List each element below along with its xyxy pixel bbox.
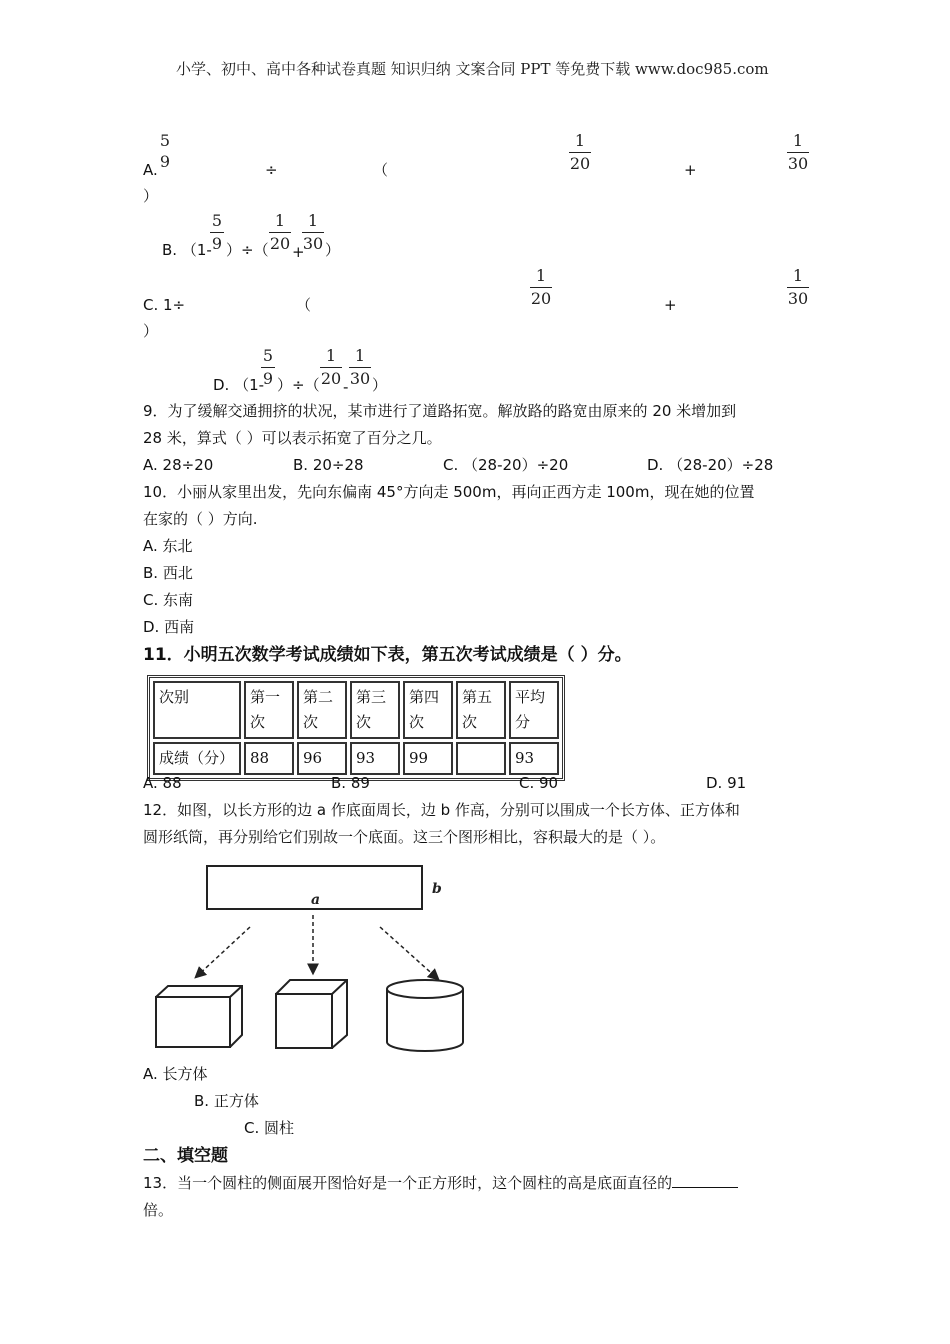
arrow-to-cuboid [196, 927, 250, 977]
q12-line1: 12．如图，以长方形的边 a 作底面周长，边 b 作高，分别可以围成一个长方体、正方体和 [143, 801, 740, 819]
table-header-cell: 第一次 [244, 681, 294, 739]
option-mid: ）÷（ [226, 241, 269, 259]
option-mid: ）÷（ [277, 376, 320, 394]
cuboid-shape [156, 986, 242, 1047]
q9-option-a: A. 28÷20 [143, 456, 214, 474]
q13-line1 [143, 1170, 738, 1197]
q11-option-a: A. 88 [143, 774, 182, 792]
q13-text: 13．当一个圆柱的侧面展开图恰好是一个正方形时，这个圆柱的高是底面直径的 [143, 1174, 673, 1192]
cylinder-shape [387, 980, 463, 1051]
answer-blank[interactable] [672, 1171, 738, 1188]
table-header-cell: 次别 [153, 681, 241, 739]
q12-option-c: C. 圆柱 [244, 1119, 295, 1137]
q10-line2: 在家的（ ）方向. [143, 510, 258, 528]
table-row [153, 681, 559, 739]
fraction-1-20: 1 20 [530, 266, 552, 308]
right-paren: ） [143, 187, 159, 205]
option-prefix: B. （1- [162, 241, 212, 259]
table-cell: 93 [350, 742, 400, 775]
table-cell-blank [456, 742, 506, 775]
q10-option-a: A. 东北 [143, 537, 193, 555]
q9-option-d: D. （28-20）÷28 [647, 456, 774, 474]
q9-option-c: C. （28-20）÷20 [443, 456, 569, 474]
right-paren: ） [143, 322, 159, 340]
table-header-cell: 平均分 [509, 681, 559, 739]
q9-line1: 9．为了缓解交通拥挤的状况，某市进行了道路拓宽。解放路的路宽由原来的 20 米增加到 [143, 402, 737, 420]
fraction-5-9: 5 9 [211, 211, 223, 253]
fraction-5-9: 5 9 [159, 131, 171, 171]
plus-sign: + [664, 296, 677, 314]
left-paren: （ [296, 296, 312, 314]
label-a: a [311, 892, 321, 908]
q11-option-b: B. 89 [331, 774, 370, 792]
page-header: 小学、初中、高中各种试卷真题 知识归纳 文案合同 PPT 等免费下载 www.doc985.com [176, 60, 769, 78]
q10-option-d: D. 西南 [143, 618, 195, 636]
fraction-1-20: 1 20 [320, 346, 342, 388]
q13-line2: 倍。 [143, 1201, 174, 1219]
option-prefix: D. （1- [213, 376, 265, 394]
minus-sign: - [343, 378, 349, 396]
table-cell: 成绩（分） [153, 742, 241, 775]
fraction-1-30: 1 30 [349, 346, 371, 388]
q11-option-d: D. 91 [706, 774, 747, 792]
section-title: 二、填空题 [143, 1146, 228, 1166]
fraction-1-30: 1 30 [787, 266, 809, 308]
option-label: A. [143, 161, 158, 179]
fraction-1-30: 1 30 [302, 211, 324, 253]
cube-shape [276, 980, 347, 1048]
q10-option-c: C. 东南 [143, 591, 194, 609]
table-header-cell: 第三次 [350, 681, 400, 739]
table-cell: 93 [509, 742, 559, 775]
table-cell: 96 [297, 742, 347, 775]
fraction-1-30: 1 30 [787, 131, 809, 173]
score-table [147, 675, 565, 781]
fraction-1-20: 1 20 [269, 211, 291, 253]
q10-line1: 10．小丽从家里出发，先向东偏南 45°方向走 500m，再向正西方走 100m，现在她的位置 [143, 483, 755, 501]
q12-option-a: A. 长方体 [143, 1065, 208, 1083]
table-header-cell: 第四次 [403, 681, 453, 739]
q9-line2: 28 米，算式（ ）可以表示拓宽了百分之几。 [143, 429, 442, 447]
q12-line2: 圆形纸筒，再分别给它们别故一个底面。这三个图形相比，容积最大的是（ ）。 [143, 828, 666, 846]
option-end: ） [325, 241, 341, 259]
table-header-cell: 第二次 [297, 681, 347, 739]
table-cell: 99 [403, 742, 453, 775]
left-paren: （ [373, 161, 389, 179]
q12-figure [140, 855, 480, 1065]
option-end: ） [372, 376, 388, 394]
plus-sign: + [684, 161, 697, 179]
option-label: C. 1÷ [143, 296, 186, 314]
q11-title: 11．小明五次数学考试成绩如下表，第五次考试成绩是（ ）分。 [143, 645, 632, 665]
q11-option-c: C. 90 [519, 774, 559, 792]
q12-option-b: B. 正方体 [194, 1092, 259, 1110]
arrow-to-cylinder [380, 927, 438, 979]
q9-option-b: B. 20÷28 [293, 456, 364, 474]
label-b: b [432, 881, 442, 897]
table-header-cell: 第五次 [456, 681, 506, 739]
fraction-1-20: 1 20 [569, 131, 591, 173]
divide-sign: ÷ [265, 161, 278, 179]
table-cell: 88 [244, 742, 294, 775]
plus-sign: + [292, 243, 305, 261]
q10-option-b: B. 西北 [143, 564, 193, 582]
fraction-5-9: 5 9 [262, 346, 274, 388]
